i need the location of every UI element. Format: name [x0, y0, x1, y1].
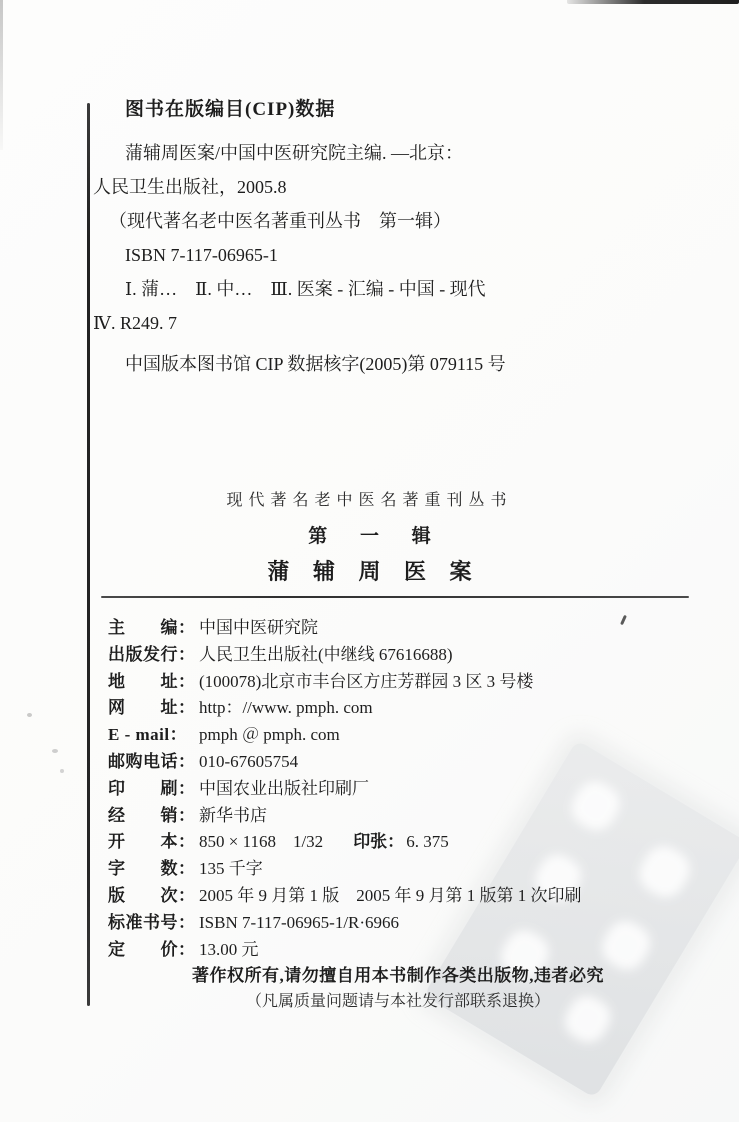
scan-speck: [60, 769, 64, 773]
colophon-label: 邮购电话：: [108, 751, 196, 771]
cip-line-publisher: 人民卫生出版社，2005.8: [93, 177, 287, 197]
divider-rule: [101, 596, 689, 598]
colophon-label: 地 址：: [108, 671, 196, 691]
scan-speck: [52, 749, 58, 753]
colophon-value: 中国中医研究院: [199, 618, 318, 637]
colophon-value: 010-67605754: [199, 751, 299, 771]
colophon-label: 字 数：: [108, 859, 196, 879]
colophon-value: 人民卫生出版社(中继线 67616688): [199, 644, 453, 664]
cip-line-isbn: ISBN 7-117-06965-1: [125, 245, 278, 265]
colophon-row-price: [108, 937, 708, 964]
volume-title: 第 一 辑: [308, 526, 445, 547]
colophon-label: E - mail：: [108, 725, 188, 745]
colophon-row-address: [108, 669, 708, 696]
cip-line-record-number: 中国版本图书馆 CIP 数据核字(2005)第 079115 号: [125, 354, 506, 374]
book-title: 蒲 辅 周 医 案: [267, 559, 481, 584]
colophon-row-email: [108, 722, 708, 749]
colophon-label: 开 本：: [108, 832, 196, 852]
cip-line-series: （现代著名老中医名著重刊丛书 第一辑）: [109, 211, 451, 231]
colophon-label: 经 销：: [108, 805, 196, 825]
cip-heading: 图书在版编目(CIP)数据: [125, 99, 336, 120]
colophon-value: 13.00 元: [199, 939, 259, 959]
scan-artifact-top-edge: [567, 0, 739, 4]
colophon-label-sheets: 印张：: [353, 832, 405, 852]
colophon-row-printer: [108, 776, 708, 803]
colophon-row-publisher: [108, 642, 708, 669]
cip-line-subjects: Ⅰ. 蒲… Ⅱ. 中… Ⅲ. 医案 - 汇编 - 中国 - 现代: [125, 279, 486, 299]
colophon-value: 850 × 1168 1/32: [199, 832, 324, 852]
colophon-label: 主 编：: [108, 618, 196, 637]
copyright-notice: 著作权所有,请勿擅自用本书制作各类出版物,违者必究: [192, 966, 604, 985]
colophon-label: 网 址：: [108, 698, 196, 718]
colophon-list: [108, 615, 708, 963]
cip-line-title-statement: 蒲辅周医案/中国中医研究院主编. —北京：: [125, 143, 463, 163]
colophon-row-editor: [108, 615, 708, 642]
colophon-label: 出版发行：: [108, 644, 196, 664]
colophon-value: pmph ＠ pmph. com: [199, 725, 340, 745]
colophon-label: 印 刷：: [108, 778, 196, 798]
colophon-value: 2005 年 9 月第 1 版 2005 年 9 月第 1 版第 1 次印刷: [199, 885, 582, 905]
cip-data-block: [93, 96, 673, 381]
colophon-row-website: [108, 695, 708, 722]
colophon-label: 定 价：: [108, 939, 196, 959]
colophon-row-distributor: [108, 803, 708, 830]
colophon-row-standard-book-number: [108, 910, 708, 937]
colophon-value-sheets: 6. 375: [406, 832, 449, 852]
colophon-value: 中国农业出版社印刷厂: [199, 778, 369, 798]
series-title: 现代著名老中医名著重刊丛书: [226, 492, 513, 509]
colophon-row-word-count: [108, 856, 708, 883]
quality-notice: （凡属质量问题请与本社发行部联系退换）: [245, 993, 550, 1010]
scan-speck: [27, 713, 32, 717]
colophon-value: http：//www. pmph. com: [199, 698, 373, 718]
colophon-label: 版 次：: [108, 885, 196, 905]
colophon-row-edition: [108, 883, 708, 910]
colophon-value: 135 千字: [199, 859, 263, 879]
colophon-value: ISBN 7-117-06965-1/R·6966: [199, 912, 400, 932]
cip-line-classification: Ⅳ. R249. 7: [93, 313, 177, 333]
colophon-value: (100078)北京市丰台区方庄芳群园 3 区 3 号楼: [199, 671, 534, 691]
title-block: [0, 487, 739, 586]
colophon-label: 标准书号：: [108, 912, 196, 932]
colophon-row-mail-order-phone: [108, 749, 708, 776]
scan-artifact-left-edge: [0, 0, 3, 150]
colophon-row-format: [108, 829, 708, 856]
colophon-value: 新华书店: [199, 805, 267, 825]
